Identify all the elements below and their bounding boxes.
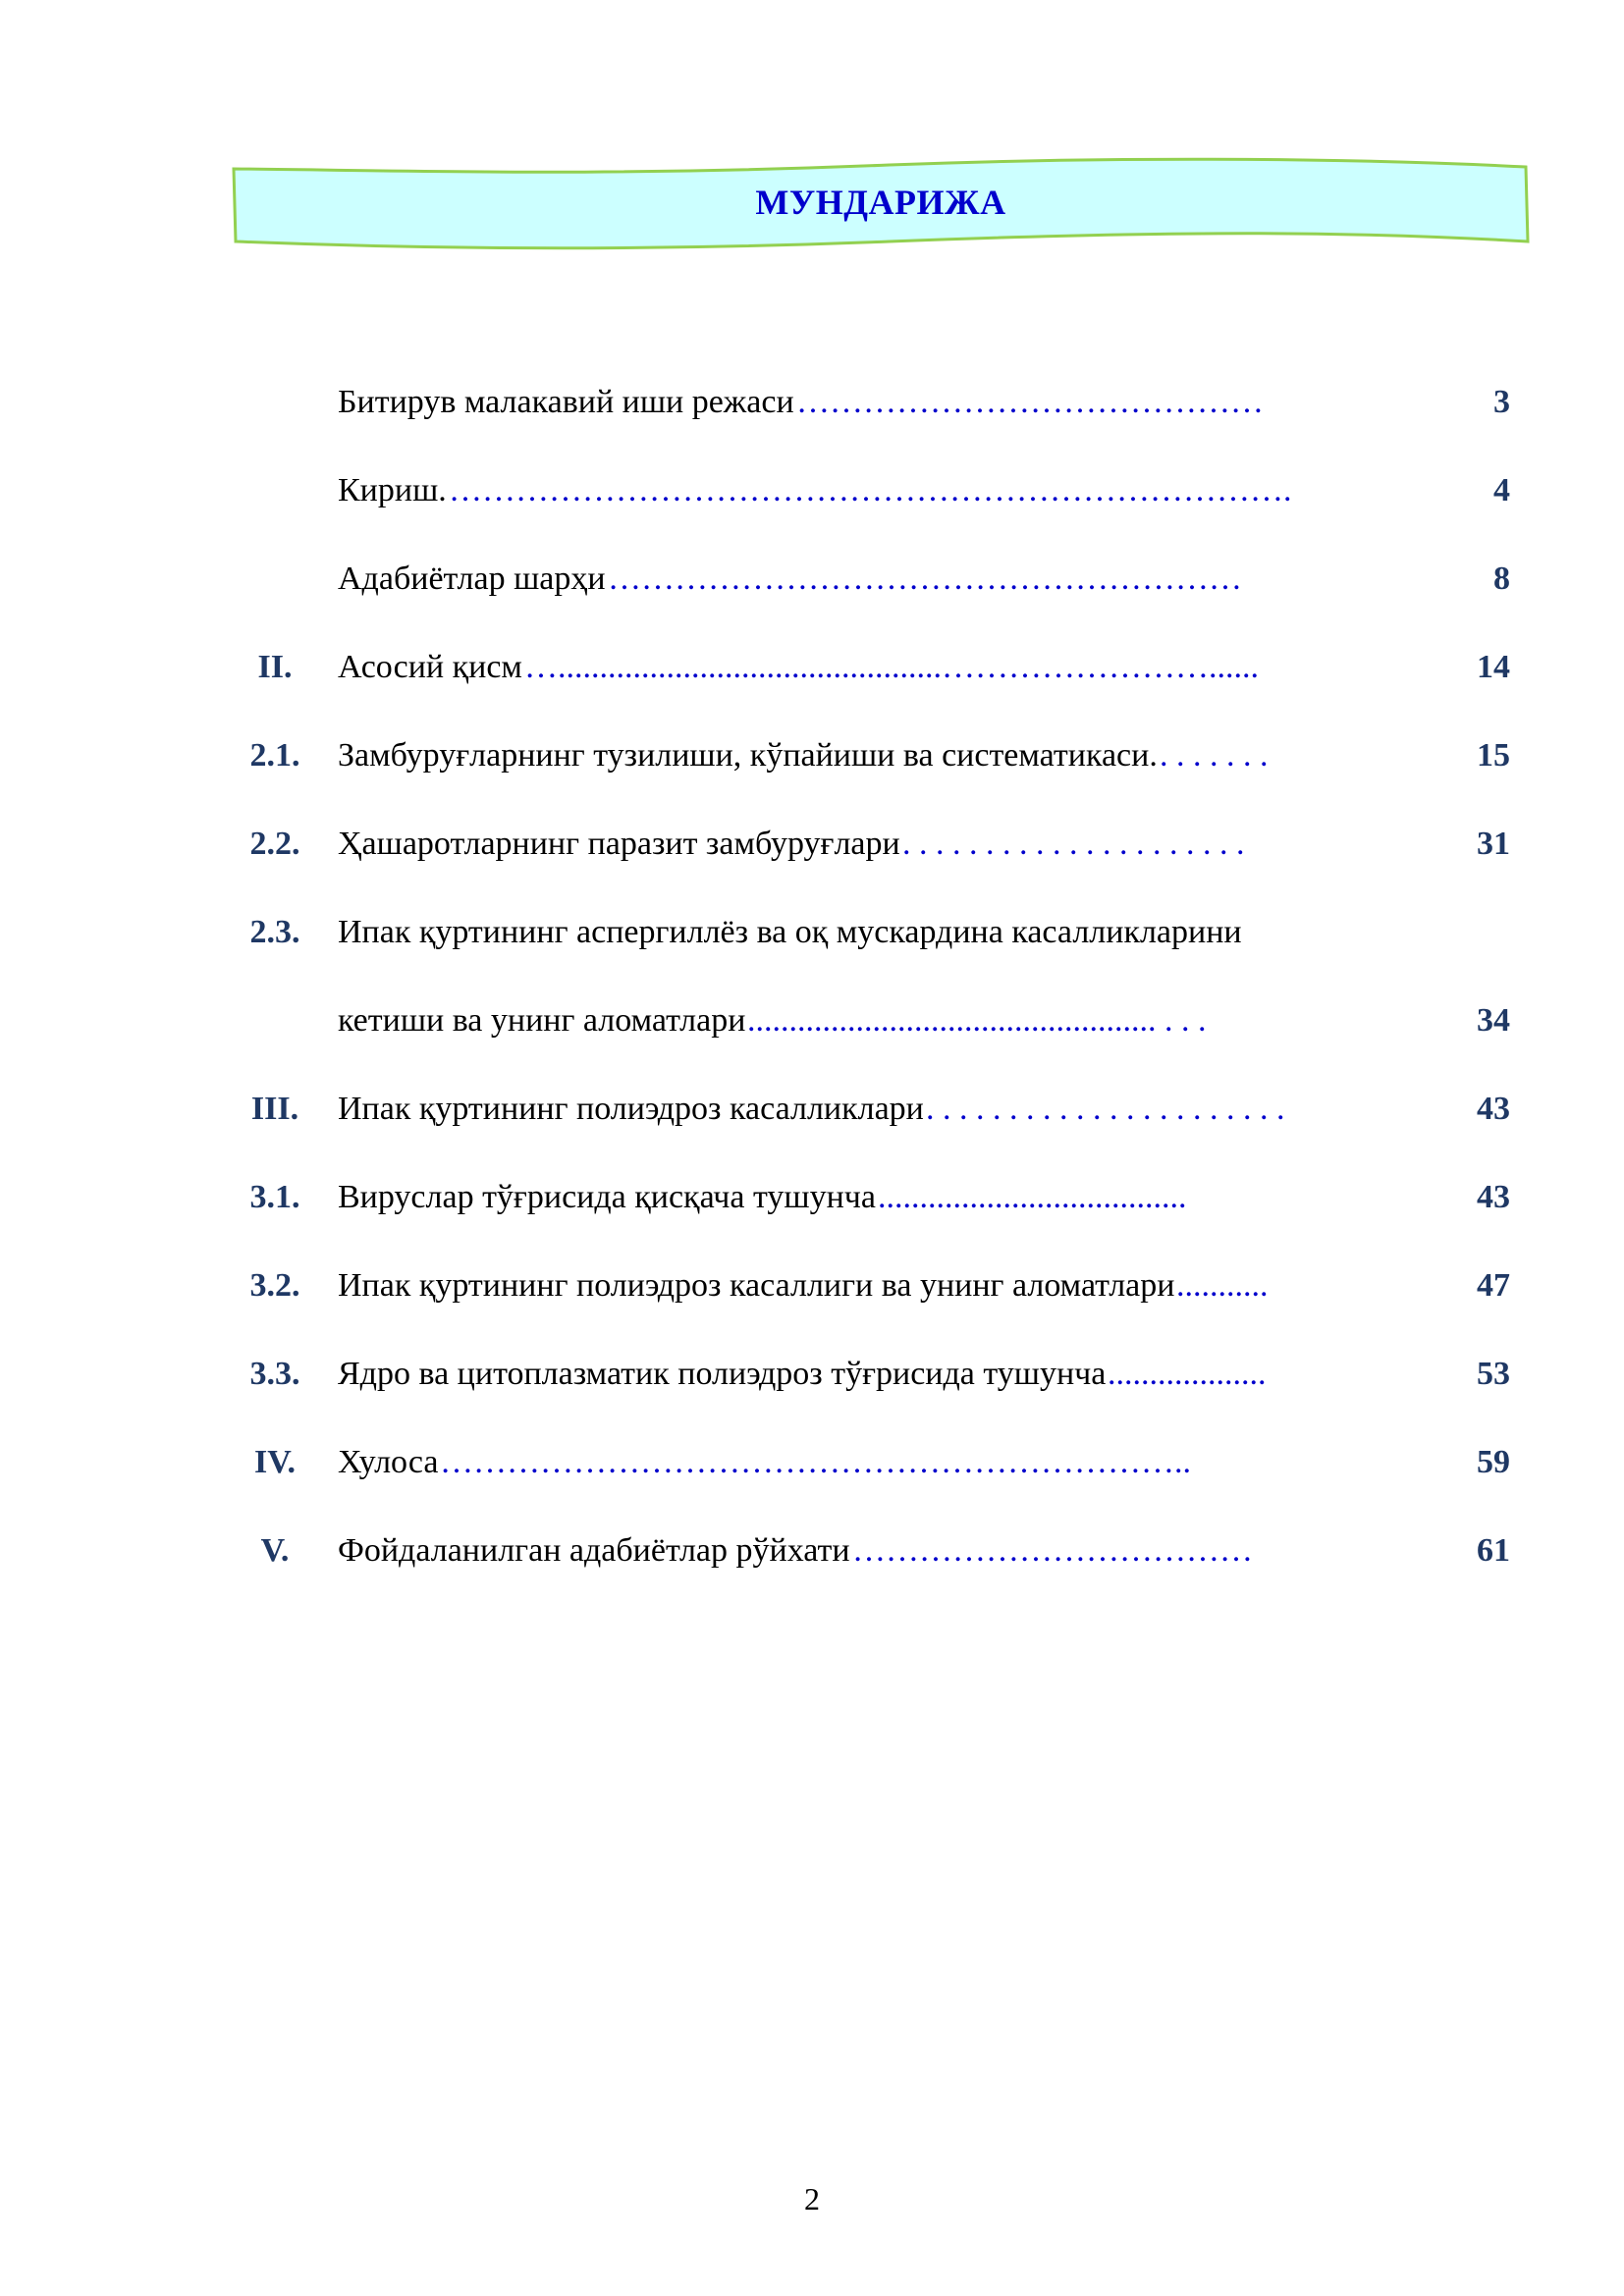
table-of-contents <box>232 373 1508 1610</box>
toc-entry <box>232 726 1508 815</box>
toc-entry-number: II. <box>257 649 293 685</box>
toc-entry-title: кетиши ва унинг аломатлари <box>338 1002 746 1039</box>
toc-entry-leader: …………………………………… <box>796 384 1264 420</box>
toc-entry-leader: ........... <box>1176 1267 1269 1304</box>
toc-entry-leader: ………………………………………………………….. <box>440 1444 1191 1480</box>
toc-entry <box>232 1080 1508 1168</box>
toc-entry-leader: . . . . . . . . . . . . . . . . . . . . . <box>902 826 1245 862</box>
toc-entry-leader: . . . . . . . . . . . . . . . . . . . . . . <box>926 1091 1285 1127</box>
toc-entry-number: IV. <box>254 1444 296 1480</box>
toc-entry-page: 59 <box>1477 1444 1510 1480</box>
toc-entry-number: III. <box>250 1091 299 1127</box>
toc-entry-title: Ипак қуртининг аспергиллёз ва оқ мускардина касалликларини <box>338 914 1242 950</box>
toc-entry-number <box>232 991 318 1050</box>
toc-entry-title: Ядро ва цитоплазматик полиэдроз тўғрисида тушунча <box>338 1356 1107 1392</box>
toc-entry-title: Замбуруғларнинг тузилиши, кўпайиши ва систематикаси. <box>338 737 1158 774</box>
toc-entry-number: 2.2. <box>249 826 300 862</box>
toc-entry-title: Кириш. <box>338 472 447 508</box>
toc-entry-number: 3.3. <box>249 1356 300 1392</box>
toc-banner <box>232 153 1530 251</box>
toc-entry-title: Ҳашаротларнинг паразит замбуруғлари <box>338 826 900 862</box>
toc-entry-page: 43 <box>1477 1179 1510 1215</box>
toc-entry <box>232 1433 1508 1522</box>
toc-entry-page: 3 <box>1493 384 1510 420</box>
toc-entry <box>232 903 1508 991</box>
toc-entry-page: 31 <box>1477 826 1510 862</box>
toc-entry-leader: …………………………………………………………………. <box>449 472 1292 508</box>
toc-entry-leader: ................... <box>1108 1356 1267 1392</box>
toc-entry-number <box>232 550 318 609</box>
toc-entry <box>232 815 1508 903</box>
toc-entry-page <box>1432 903 1510 962</box>
toc-entry <box>232 373 1508 461</box>
toc-entry <box>232 991 1508 1080</box>
toc-entry <box>232 461 1508 550</box>
toc-entry-page: 14 <box>1477 649 1510 685</box>
toc-entry-title: Вируслар тўғрисида қисқача тушунча <box>338 1179 876 1215</box>
toc-entry <box>232 1345 1508 1433</box>
toc-entry-title: Ипак қуртининг полиэдроз касаллиги ва унинг аломатлари <box>338 1267 1175 1304</box>
toc-entry <box>232 638 1508 726</box>
toc-entry-page: 34 <box>1477 1002 1510 1039</box>
toc-entry-page: 15 <box>1477 737 1510 774</box>
toc-entry-leader <box>1244 903 1418 962</box>
toc-entry <box>232 1168 1508 1256</box>
toc-entry-leader: . . . . . . . <box>1160 737 1269 774</box>
page-title: МУНДАРИЖА <box>755 183 1006 222</box>
toc-entry-page: 43 <box>1477 1091 1510 1127</box>
toc-entry-page: 8 <box>1493 561 1510 597</box>
toc-entry-leader: ………………………………………………… <box>608 561 1242 597</box>
toc-entry-page: 53 <box>1477 1356 1510 1392</box>
toc-entry-number: 2.3. <box>249 914 300 950</box>
toc-entry-leader: ..................................... <box>878 1179 1187 1215</box>
toc-entry-number: V. <box>260 1532 290 1569</box>
toc-entry-page: 47 <box>1477 1267 1510 1304</box>
page-number: 2 <box>804 2181 820 2216</box>
toc-entry-number <box>232 373 318 432</box>
toc-entry <box>232 1256 1508 1345</box>
toc-entry-title: Битирув малакавий иши режаси <box>338 384 794 420</box>
toc-entry-leader: …..............................................……………………...... <box>524 649 1259 685</box>
toc-entry-number: 3.1. <box>249 1179 300 1215</box>
toc-entry-title: Адабиётлар шарҳи <box>338 561 606 597</box>
toc-entry-number: 3.2. <box>249 1267 300 1304</box>
toc-entry-leader: ................................................. . . . <box>747 1002 1207 1039</box>
toc-entry <box>232 1522 1508 1610</box>
toc-entry <box>232 550 1508 638</box>
toc-entry-number <box>232 461 318 520</box>
toc-entry-title: Хулоса <box>338 1444 439 1480</box>
toc-entry-title: Фойдаланилган адабиётлар рўйхати <box>338 1532 850 1569</box>
toc-entry-page: 4 <box>1493 472 1510 508</box>
toc-entry-leader: ……………………………… <box>852 1532 1253 1569</box>
toc-entry-title: Ипак қуртининг полиэдроз касалликлари <box>338 1091 924 1127</box>
toc-entry-title: Асосий қисм <box>338 649 522 685</box>
toc-entry-page: 61 <box>1477 1532 1510 1569</box>
toc-entry-number: 2.1. <box>249 737 300 774</box>
